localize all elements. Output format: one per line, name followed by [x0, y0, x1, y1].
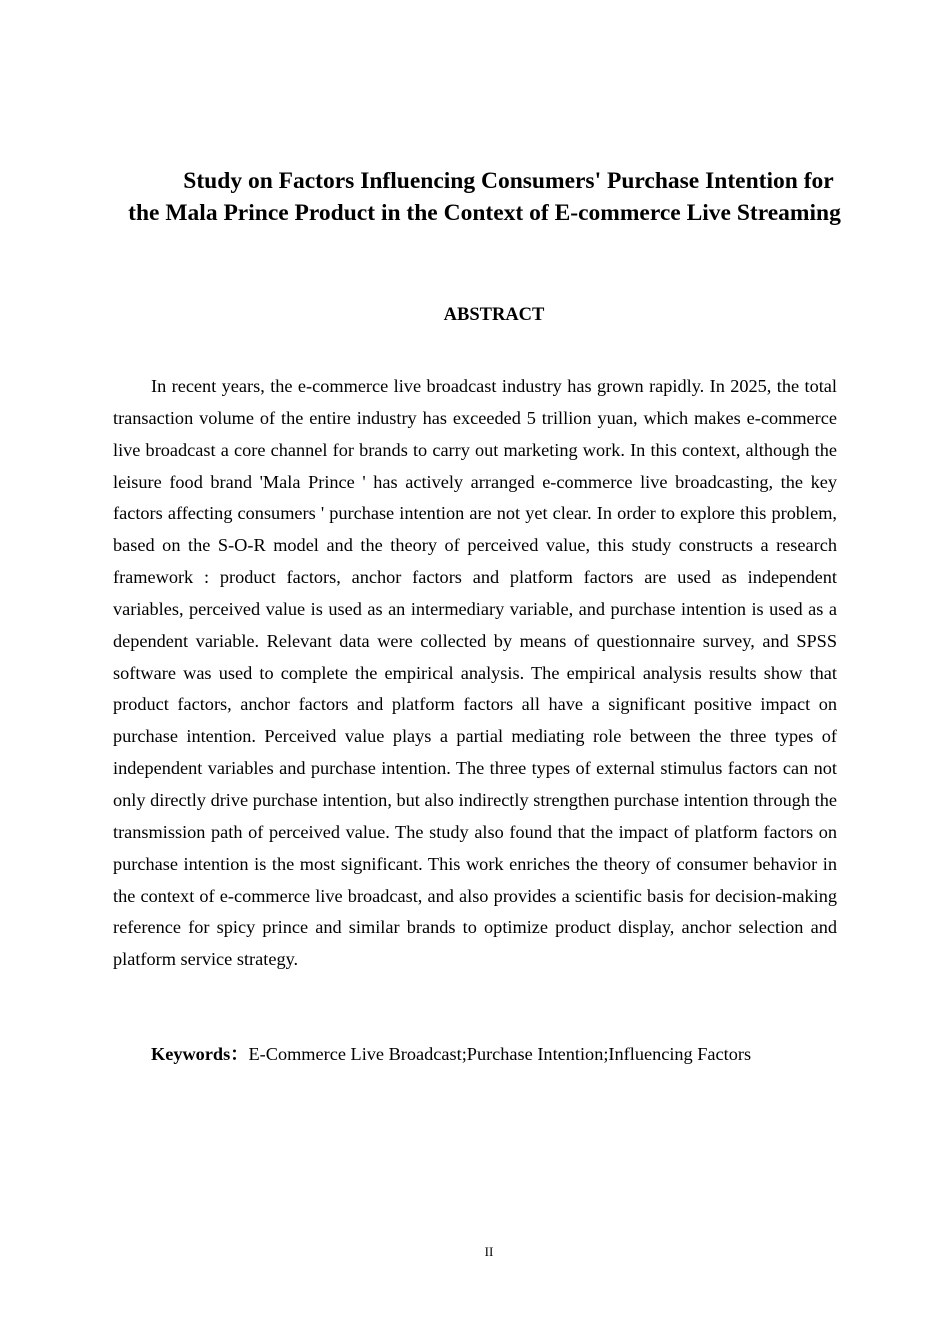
paper-title: Study on Factors Influencing Consumers' Purchase Intention for the Mala Prince Product in the Context of E-commerce Live Streaming — [128, 168, 841, 226]
keywords-value: E-Commerce Live Broadcast;Purchase Intention;Influencing Factors — [248, 1044, 752, 1064]
page-number: II — [484, 1244, 494, 1259]
abstract-body: In recent years, the e-commerce live broadcast industry has grown rapidly. In 2025, the total transaction volume of the entire industry has exceeded 5 trillion yuan, which makes e-commerce live broadcast a core channel for brands to carry out marketing work. In this context, although the leisure food brand 'Mala Prince ' has actively arranged e-commerce live broadcasting, the key factors affecting consumers ' purchase intention are not yet clear. In order to explore this problem, based on the S-O-R model and the theory of perceived value, this study constructs a research framework : product factors, anchor factors and platform factors are used as independent variables, perceived value is used as an intermediary variable, and purchase intention is used as a dependent variable. Relevant data were collected by means of questionnaire survey, and SPSS software was used to complete the empirical analysis. The empirical analysis results show that product factors, anchor factors and platform factors all have a significant positive impact on purchase intention. Perceived value plays a partial mediating role between the three types of independent variables and purchase intention. The three types of external stimulus factors can not only directly drive purchase intention, but also indirectly strengthen purchase intention through the transmission path of perceived value. The study also found that the impact of platform factors on purchase intention is the most significant. This work enriches the theory of consumer behavior in the context of e-commerce live broadcast, and also provides a scientific basis for decision-making reference for spicy prince and similar brands to optimize product display, anchor selection and platform service strategy. — [113, 376, 837, 970]
keywords-label: Keywords： — [151, 1044, 249, 1064]
abstract-heading: ABSTRACT — [443, 305, 545, 325]
keywords-line — [151, 1042, 851, 1066]
